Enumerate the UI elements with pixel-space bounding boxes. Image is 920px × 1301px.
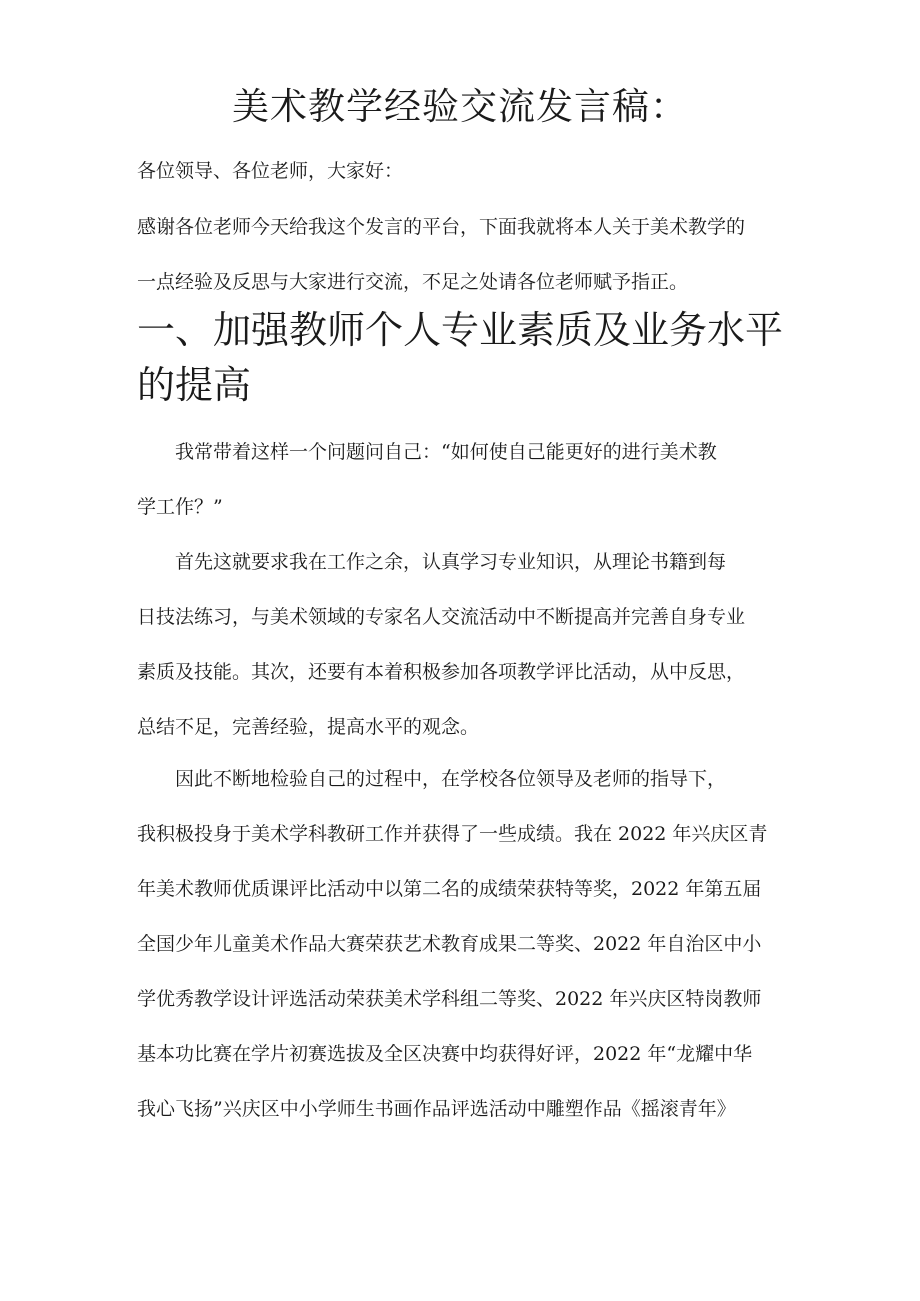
intro-line-1: 感谢各位老师今天给我这个发言的平台，下面我就将本人关于美术教学的 <box>137 216 746 238</box>
paragraph-1-line-1: 我常带着这样一个问题问自己：“如何使自己能更好的进行美术教 <box>137 441 717 463</box>
document-title: 美术教学经验交流发言稿： <box>232 85 688 128</box>
paragraph-3-line-3: 年美术教师优质课评比活动中以第二名的成绩荣获特等奖，2022 年第五届 <box>137 878 762 900</box>
paragraph-3-line-4: 全国少年儿童美术作品大赛荣获艺术教育成果二等奖、2022 年自治区中小 <box>137 933 762 955</box>
section-heading <box>137 303 797 413</box>
section-heading-line-2: 的提高 <box>137 363 252 407</box>
paragraph-2-line-2: 日技法练习，与美术领域的专家名人交流活动中不断提高并完善自身专业 <box>137 606 746 628</box>
section-heading-line-1: 一、加强教师个人专业素质及业务水平 <box>137 308 784 352</box>
paragraph-2-line-1: 首先这就要求我在工作之余，认真学习专业知识，从理论书籍到每 <box>137 551 727 573</box>
paragraph-1-line-2: 学工作？” <box>137 496 223 518</box>
paragraph-3-line-2: 我积极投身于美术学科教研工作并获得了一些成绩。我在 2022 年兴庆区青 <box>137 823 768 845</box>
paragraph-3-line-1: 因此不断地检验自己的过程中，在学校各位领导及老师的指导下， <box>137 768 727 790</box>
paragraph-2-line-3: 素质及技能。其次，还要有本着积极参加各项教学评比活动，从中反思， <box>137 661 746 683</box>
intro-paragraph <box>137 200 787 310</box>
paragraph-2 <box>137 535 787 755</box>
greeting-text <box>137 144 787 199</box>
paragraph-3-line-6: 基本功比赛在学片初赛选拔及全区决赛中均获得好评，2022 年“龙耀中华 <box>137 1043 753 1065</box>
paragraph-2-line-4: 总结不足，完善经验，提高水平的观念。 <box>137 716 480 738</box>
intro-line-2: 一点经验及反思与大家进行交流，不足之处请各位老师赋予指正。 <box>137 271 689 293</box>
paragraph-3 <box>137 752 787 1137</box>
paragraph-3-line-5: 学优秀教学设计评选活动荣获美术学科组二等奖、2022 年兴庆区特岗教师 <box>137 988 762 1010</box>
paragraph-3-line-7: 我心飞扬”兴庆区中小学师生书画作品评选活动中雕塑作品《摇滚青年》 <box>137 1098 736 1120</box>
greeting-line: 各位领导、各位老师，大家好： <box>137 160 404 182</box>
paragraph-1 <box>137 425 787 535</box>
